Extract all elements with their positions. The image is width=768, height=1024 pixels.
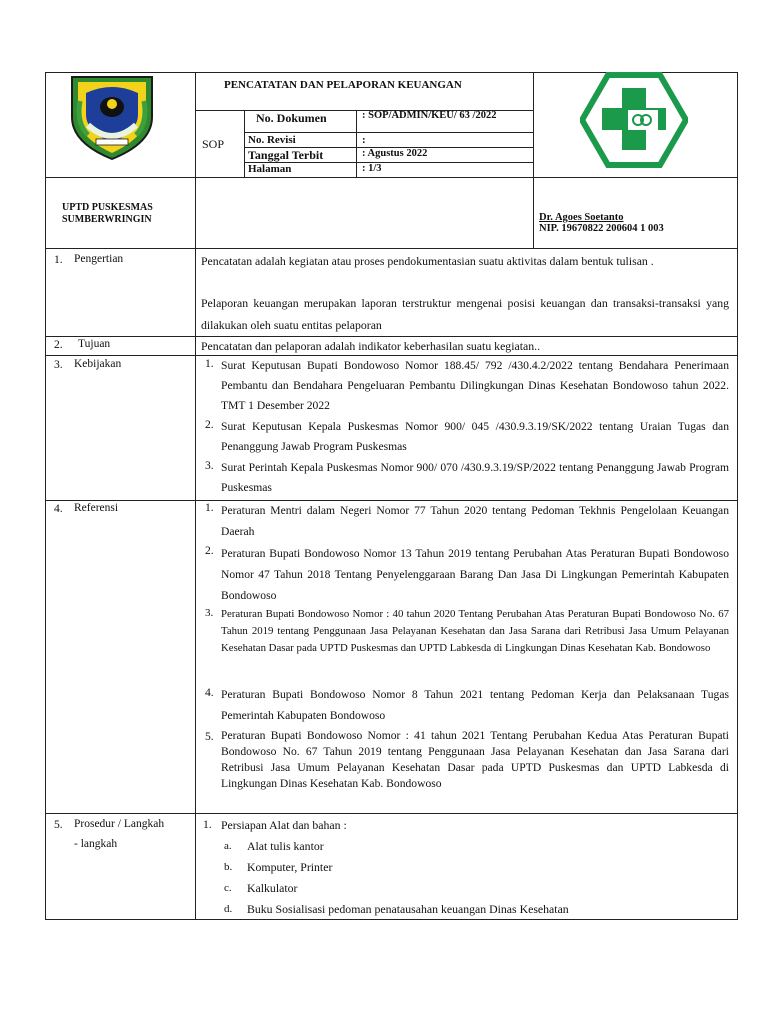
doc-number-label: No. Dokumen <box>256 111 327 125</box>
referensi-item: Peraturan Mentri dalam Negeri Nomor 77 Tahun 2020 tentang Pedoman Tekhnis Pengelolaan Keuangan Daerah <box>221 504 729 538</box>
section-number: 3. <box>54 358 63 371</box>
revision-value: : <box>362 134 366 146</box>
referensi-item: Peraturan Bupati Bondowoso Nomor 8 Tahun 2021 tentang Pedoman Kerja dan Pelaksanaan Tugas Pemerintah Kabupaten Bondowoso <box>221 688 729 722</box>
section-number: 4. <box>54 502 63 515</box>
referensi-item: Peraturan Bupati Bondowoso Nomor : 41 tahun 2021 Tentang Perubahan Kedua Atas Peraturan Bupati Bondowoso No. 67 Tahun 2019 tentang Penggunaan Jasa Pelayanan Kesehatan dan Jasa Sarana dari Retribusi Jasa Umum Pelayanan Kesehatan Dasar pada UPTD Puskesmas dan UPTD Labkesda di Lingkungan Dinas Kesehatan Kab. Bondowoso <box>221 729 729 790</box>
section-label-prosedur-cont: - langkah <box>74 838 118 850</box>
list-item-number: 5. <box>205 730 214 743</box>
section-label-tujuan: Tujuan <box>78 338 111 350</box>
signer-name: Dr. Agoes Soetanto <box>539 212 624 223</box>
step-text: Persiapan Alat dan bahan : <box>221 818 347 832</box>
subitem-letter: b. <box>224 861 233 873</box>
list-item-number: 3. <box>205 607 214 619</box>
issue-date-label: Tanggal Terbit <box>248 148 324 162</box>
list-item-number: 4. <box>205 686 214 699</box>
list-item-number: 2. <box>205 418 214 431</box>
list-item-number: 1. <box>205 357 214 370</box>
subitem-letter: a. <box>224 840 232 852</box>
subitem-text: Kalkulator <box>247 881 298 895</box>
section-label-prosedur: Prosedur / Langkah <box>74 818 165 830</box>
puskesmas-logo <box>580 72 688 168</box>
signer-nip: NIP. 19670822 200604 1 003 <box>539 223 664 234</box>
section-number: 5. <box>54 818 63 831</box>
sop-label: SOP <box>202 137 225 151</box>
subitem-text: Buku Sosialisasi pedoman penatausahan keuangan Dinas Kesehatan <box>247 902 569 916</box>
organization-name: UPTD PUSKESMAS SUMBERWRINGIN <box>62 202 153 225</box>
regency-emblem <box>66 73 158 161</box>
subitem-letter: d. <box>224 903 233 915</box>
subitem-text: Alat tulis kantor <box>247 839 324 853</box>
kebijakan-item: Surat Perintah Kepala Puskesmas Nomor 900/ 070 /430.9.3.19/SP/2022 tentang Penanggung Jawab Program Puskesmas <box>221 461 729 494</box>
section-label-pengertian: Pengertian <box>74 253 124 265</box>
tujuan-text: Pencatatan dan pelaporan adalah indikator keberhasilan suatu kegiatan.. <box>201 339 541 353</box>
pengertian-paragraph-2: Pelaporan keuangan merupakan laporan terstruktur mengenai posisi keuangan dan transaksi-transaksi yang dilakukan oleh suatu entitas pelaporan <box>201 296 729 332</box>
section-number: 2. <box>54 338 63 351</box>
issue-date-value: : Agustus 2022 <box>362 148 428 159</box>
section-number: 1. <box>54 253 63 266</box>
list-item-number: 1. <box>205 501 214 514</box>
section-label-kebijakan: Kebijakan <box>74 358 122 370</box>
subitem-text: Komputer, Printer <box>247 860 333 874</box>
doc-number-value: : SOP/ADMIN/KEU/ 63 /2022 <box>362 110 497 121</box>
pengertian-paragraph-1: Pencatatan adalah kegiatan atau proses pendokumentasian suatu aktivitas dalam bentuk tulisan . <box>201 254 654 268</box>
list-item-number: 2. <box>205 544 214 557</box>
section-label-referensi: Referensi <box>74 502 119 514</box>
referensi-item: Peraturan Bupati Bondowoso Nomor 13 Tahun 2019 tentang Perubahan Atas Peraturan Bupati Bondowoso Nomor 47 Tahun 2018 Tentang Penyelenggaraan Barang Dan Jasa Di Lingkungan Pemerintah Kabupaten Bondowoso <box>221 547 729 602</box>
document-title: PENCATATAN DAN PELAPORAN KEUANGAN <box>224 79 462 91</box>
step-number: 1. <box>203 818 212 831</box>
subitem-letter: c. <box>224 882 232 894</box>
revision-label: No. Revisi <box>248 134 296 146</box>
page-value: : 1/3 <box>362 163 382 174</box>
kebijakan-item: Surat Keputusan Kepala Puskesmas Nomor 900/ 045 /430.9.3.19/SK/2022 tentang Uraian Tugas dan Penanggung Jawab Program Puskesmas <box>221 420 729 453</box>
referensi-item: Peraturan Bupati Bondowoso Nomor : 40 tahun 2020 Tentang Perubahan Atas Peraturan Bupati Bondowoso No. 67 Tahun 2019 tentang Penggunaan Jasa Pelayanan Kesehatan dan Jasa Sarana dari Retribusi Jasa Umum Pelayanan Kesehatan Dasar pada UPTD Puskesmas dan UPTD Labkesda di Lingkungan Dinas Kesehatan Kab. Bondowoso <box>221 608 729 654</box>
kebijakan-item: Surat Keputusan Bupati Bondowoso Nomor 188.45/ 792 /430.4.2/2022 tentang Bendahara Penerimaan Pembantu dan Bendahara Pengeluaran Pembantu Dilingkungan Dinas Kesehatan Bondowoso tahun 2022. TMT 1 Desember 2022 <box>221 359 729 412</box>
list-item-number: 3. <box>205 459 214 472</box>
page-label: Halaman <box>248 163 292 175</box>
